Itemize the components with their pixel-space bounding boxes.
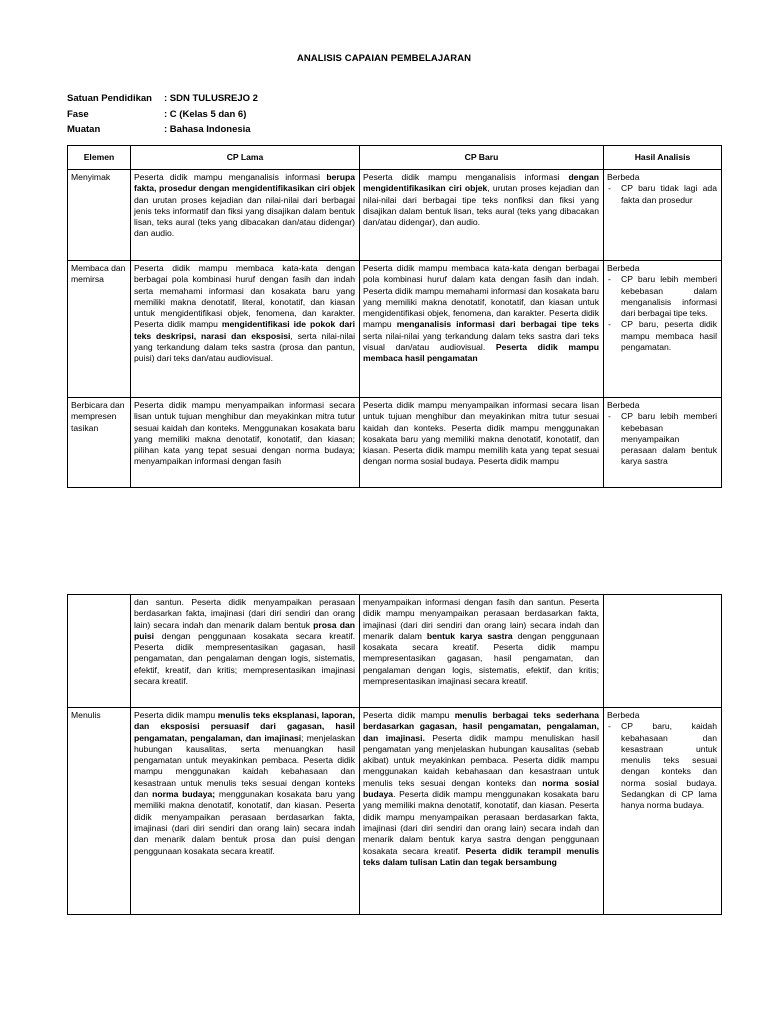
hasil-status: Berbeda xyxy=(607,263,640,273)
header-hasil-analisis: Hasil Analisis xyxy=(604,146,722,170)
text-run: dengan penggunaan kosakata secara kreatif. Peserta didik mempresentasikan gagasan, hasil pengamatan, dan pengalaman dengan logis, sistematis, efektif, kreatif, dan kritis; mempresentasikan imajinasi secara kreatif. xyxy=(134,630,355,687)
hasil-analisis-cell xyxy=(604,170,722,261)
text-run: dan urutan proses kejadian dan nilai-nilai dari berbagai jenis teks informatif dan fiksi yang disajikan dalam bentuk lisan, teks aural (teks yang dibacakan dan/atau didengar) dan audio. xyxy=(134,194,355,239)
hasil-list-item: - CP baru, peserta didik mampu membaca hasil pengamatan. xyxy=(607,319,717,353)
table-header-row xyxy=(68,146,722,170)
elemen-cell: Berbicara dan mempresen tasikan xyxy=(68,398,131,488)
bold-text-run: berupa fakta, prosedur dengan mengidentifikasikan ciri objek xyxy=(134,172,355,194)
bold-text-run: norma sosial budaya xyxy=(363,777,599,800)
text-run: menggunakan kosakata baru yang memiliki makna denotatif, konotatif, dan kiasan. Peserta didik menyampaikan perasaan berdasarkan fakta, imajinasi (dari diri sendiri dan orang lain) secara indah dan menarik dalam bentuk prosa dan puisi dengan penggunaan kosakata secara kreatif. xyxy=(134,789,355,856)
hasil-status: Berbeda xyxy=(607,172,640,182)
text-run: . Peserta didik mampu menggunakan kosakata baru yang memiliki makna denotatif, konotatif, dan kiasan. Peserta didik mampu menyampaikan perasaan berdasarkan fakta, imajinasi (dari diri sendiri dan orang lain) secara indah dan menarik dalam bentuk karya sastra dengan penggunaan kosakata secara kreatif. xyxy=(363,789,599,856)
bold-text-run: menganalisis informasi dari berbagai tipe teks xyxy=(396,319,599,330)
meta-value: : C (Kelas 5 dan 6) xyxy=(164,108,247,120)
table-row-menyimak xyxy=(68,170,722,261)
header-cp-lama: CP Lama xyxy=(131,146,360,170)
elemen-cell: Membaca dan memirsa xyxy=(68,261,131,398)
meta-label: Fase xyxy=(67,108,89,120)
meta-label: Satuan Pendidikan xyxy=(67,93,152,104)
elemen-cell: Menyimak xyxy=(68,170,131,261)
text-run: serta nilai-nilai yang terkandung dalam teks sastra dari teks visual dan/atau audiovisual. xyxy=(363,330,599,353)
hasil-analisis-cell xyxy=(604,708,722,915)
hasil-list-item: - CP baru lebih memberi kebebasan menyampaikan perasaan dalam bentuk karya sastra xyxy=(607,411,717,467)
meta-row xyxy=(67,122,258,138)
header-elemen: Elemen xyxy=(68,146,131,170)
hasil-list-item: - CP baru tidak lagi ada fakta dan prosedur xyxy=(607,183,717,206)
identity-block xyxy=(67,91,258,138)
text-run: Peserta didik mampu membaca kata-kata dengan berbagai pola kombinasi huruf dengan fasih dan indah serta memahami informasi dan kosakata baru yang memiliki makna denotatif, literal, konotatif, dan kiasan untuk mengidentifikasi objek, fenomena, dan karakter. Peserta didik mampu xyxy=(134,263,355,330)
meta-value: : SDN TULUSREJO 2 xyxy=(164,93,258,104)
document-title: ANALISIS CAPAIAN PEMBELAJARAN xyxy=(296,53,472,64)
text-run: Peserta didik mampu menyampaikan informasi secara lisan untuk tujuan menghibur dan meyakinkan mitra tutur sesuai kaidah dan konteks. Peserta didik mampu menggunakan kosakata baru yang memiliki makna denotatif, konotatif, dan kiasan. Peserta didik mampu memilih kata yang tepat sesuai dengan norma sosial budaya. Peserta didik mampu xyxy=(363,400,599,467)
text-run: menyampaikan informasi dengan fasih dan santun. Peserta didik mampu menyampaikan perasaan berdasarkan fakta, imajinasi (dari diri sendiri dan orang lain) secara indah dan menarik dalam xyxy=(363,597,599,641)
bold-text-run: Peserta didik mampu membaca hasil pengamatan xyxy=(363,342,599,364)
cp-lama-cell xyxy=(131,261,360,398)
hasil-analisis-cell xyxy=(604,595,722,708)
text-run: Peserta didik mampu xyxy=(134,710,218,720)
text-run: dengan penggunaan kosakata secara kreatif. Peserta didik mampu mempresentasikan gagasan, hasil pengamatan, dan pengalaman dengan logis, sistematis, efektif, dan kritis; mempresentasikan imajinasi secara kreatif. xyxy=(363,630,600,687)
cp-baru-cell xyxy=(360,261,604,398)
meta-label: Muatan xyxy=(67,124,101,135)
hasil-status: Berbeda xyxy=(607,710,640,720)
bold-text-run: menulis teks eksplanasi, laporan, dan eksposisi persuasif dari gagasan, hasil pengamatan, pengalaman, dan imajinasi xyxy=(134,710,355,743)
bold-text-run: prosa dan puisi xyxy=(134,619,355,641)
text-run: Peserta didik mampu menyampaikan informasi secara lisan untuk tujuan menghibur dan meyakinkan mitra tutur sesuai kaidah dan konteks. Menggunakan kosakata baru yang memiliki makna denotatif, konotatif, dan kiasan; pilihan kata yang tepat sesuai dengan norma budaya; menyampaikan informasi dengan fasih xyxy=(134,400,355,467)
bold-text-run: menulis berbagai teks sederhana berdasarkan gagasan, hasil pengamatan, pengalaman, dan imajinasi. xyxy=(363,710,599,743)
elemen-cell xyxy=(68,595,131,708)
cp-lama-cell xyxy=(131,398,360,488)
text-run: ; menjelaskan hubungan kausalitas, serta menuangkan hasil pengamatan untuk meyakinkan pembaca. Peserta didik mampu menggunakan kaidah kebahasaan dan kesastraan untuk menulis teks sesuai dengan konteks dan xyxy=(134,732,355,800)
meta-value: : Bahasa Indonesia xyxy=(164,124,251,135)
elemen-cell: Menulis xyxy=(68,708,131,915)
table-row-berbicara xyxy=(68,398,722,488)
meta-row xyxy=(67,107,258,123)
cp-lama-cell xyxy=(131,170,360,261)
bold-text-run: mengidentifikasi ide pokok dari teks deskripsi, narasi dan eksposisi xyxy=(134,319,355,341)
text-run: Peserta didik mampu menganalisis informasi xyxy=(363,172,569,182)
cp-baru-cell xyxy=(360,708,604,915)
hasil-status: Berbeda xyxy=(607,400,640,410)
analysis-table-page-1 xyxy=(67,145,722,488)
table-row-berbicara-continued xyxy=(68,595,722,708)
hasil-list-item: - CP baru lebih memberi kebebasan dalam menganalisis informasi dari berbagai tipe teks. xyxy=(607,274,717,319)
hasil-list xyxy=(607,411,717,467)
cp-baru-cell xyxy=(360,170,604,261)
text-run: , serta nilai-nilai yang terkandung dalam teks sastra (prosa dan pantun, puisi) dari teks dan/atau audiovisual. xyxy=(134,330,355,364)
bold-text-run: Peserta didik terampil menulis teks dalam tulisan Latin dan tegak bersambung xyxy=(363,845,599,867)
hasil-list xyxy=(607,721,717,811)
analysis-table-page-2 xyxy=(67,594,722,915)
hasil-analisis-cell xyxy=(604,398,722,488)
bold-text-run: bentuk karya sastra xyxy=(426,630,513,641)
meta-row xyxy=(67,91,258,107)
hasil-list xyxy=(607,183,717,206)
cp-lama-cell xyxy=(131,595,360,708)
text-run: Peserta didik mampu menuliskan hasil pengamatan yang menjelaskan hubungan kausalitas (sebab akibat) untuk meyakinkan pembaca. Peserta didik mampu menggunakan kaidah kebahasaan dan kesastraan untuk menulis teks sesuai dengan konteks dan xyxy=(363,732,599,788)
text-run: Peserta didik mampu menganalisis informasi xyxy=(134,172,327,182)
text-run: , urutan proses kejadian dan nilai-nilai dari berbagai tipe teks nonfiksi dan fiksi yang disajikan dalam bentuk lisan, teks aural (teks yang dibacakan dan/atau didengar), dan audio. xyxy=(363,183,599,228)
table-row-membaca xyxy=(68,261,722,398)
hasil-analisis-cell xyxy=(604,261,722,398)
cp-baru-cell xyxy=(360,595,604,708)
cp-baru-cell xyxy=(360,398,604,488)
text-run: Peserta didik mampu xyxy=(363,710,455,720)
cp-lama-cell xyxy=(131,708,360,915)
hasil-list xyxy=(607,274,717,353)
table-row-menulis xyxy=(68,708,722,915)
text-run: Peserta didik mampu membaca kata-kata dengan berbagai pola kombinasi huruf dalam kata dengan fasih dan indah. Peserta didik mampu memahami informasi dan kosakata baru yang memiliki makna denotatif, konotatif, dan kiasan untuk mengidentifikasi objek, fenomena, dan karakter. Peserta didik mampu xyxy=(363,263,599,330)
header-cp-baru: CP Baru xyxy=(360,146,604,170)
bold-text-run: dengan mengidentifikasikan ciri objek xyxy=(363,172,599,194)
hasil-list-item: - CP baru, kaidah kebahasaan dan kesastraan untuk menulis teks sesuai dengan konteks dan norma sosial budaya. Sedangkan di CP lama hanya norma budaya. xyxy=(607,721,717,811)
text-run: dan santun. Peserta didik menyampaikan perasaan berdasarkan fakta, imajinasi (dari diri sendiri dan orang lain) secara indah dan menarik dalam bentuk xyxy=(134,597,355,630)
bold-text-run: norma budaya; xyxy=(152,789,216,800)
